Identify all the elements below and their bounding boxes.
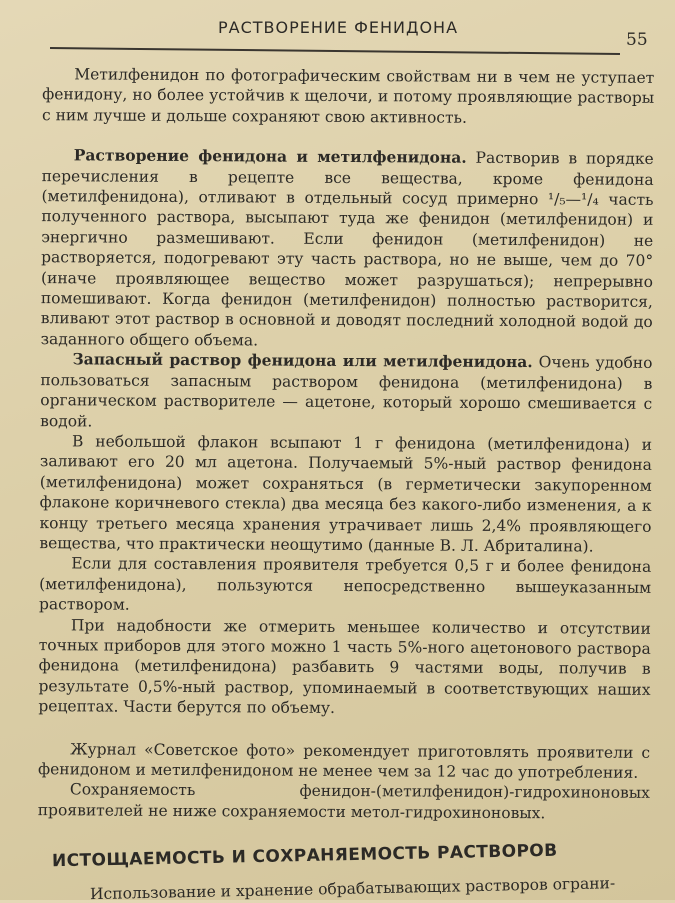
running-title: РАСТВОРЕНИЕ ФЕНИДОНА: [218, 18, 459, 37]
body-text: [38, 64, 655, 824]
paragraph-dilution: При надобности же отмерить меньшее количество и отсутствии точных приборов для этого можно 1 часть 5%-ного ацетонового раствора фенидона (метилфенидона) разбавить 9 частями воды, получив в результате 0,5%-ный раствор, упоминаемый в соответствующих наших рецептах. Части берутся по объему.: [38, 615, 651, 718]
running-header: [0, 18, 675, 48]
paragraph-heading: Запасный раствор фенидона или метилфенидона.: [72, 349, 533, 372]
header-rule: [50, 47, 620, 55]
paragraph-text: Очень удобно пользоваться запасным раствором фенидона (метилфенидона) в органическом растворителе — ацетоне, который хорошо смешивается с водой.: [40, 353, 653, 430]
section-heading: ИСТОЩАЕМОСТЬ И СОХРАНЯЕМОСТЬ РАСТВОРОВ: [51, 840, 558, 872]
paragraph-keeping: Сохраняемость фенидон-(метилфенидон)-гидрохиноновых проявителей не ниже сохраняемости метол-гидрохиноновых.: [37, 780, 650, 823]
paragraph-text: Растворив в порядке перечисления в рецепте все вещества, кроме фенидона (метилфенидона), отливают в отдельный сосуд примерно ¹/₅—¹/₄ часть полученного раствора, высыпают туда же фенидон (метилфенидон) и энергично размешивают. Если фенидон (метилфенидон) не растворяется, подогревают эту часть раствора, но не выше, чем до 70° (иначе проявляющее вещество может разрушаться); непрерывно помешивают. Когда фенидон (метилфенидон) полностью растворится, вливают этот раствор в основной и доводят последний холодной водой до заданного общего объема.: [40, 148, 654, 350]
page-number: 55: [626, 30, 648, 50]
paragraph-direct-use: Если для составления проявителя требуется 0,5 г и более фенидона (метилфенидона), пользуются непосредственно вышеуказанным раствором.: [38, 554, 652, 614]
paragraph-flask: В небольшой флакон всыпают 1 г фенидона (метилфенидона) и заливают его 20 мл ацетона. Получаемый 5%-ный раствор фенидона (метилфенидона) может сохраняться (в герметически закупоренном флаконе коричневого стекла) два месяца без какого-либо изменения, а к концу третьего месяца хранения утрачивает лишь 2,4% проявляющего вещества, что практически неощутимо (данные В. Л. Абриталина).: [39, 432, 653, 556]
section-first-line: Использование и хранение обрабатывающих растворов ограни-: [89, 874, 616, 903]
paragraph-dissolving: [41, 145, 654, 353]
paragraph-heading: Растворение фенидона и метилфенидона.: [73, 145, 467, 167]
paragraph-journal: Журнал «Советское фото» рекомендует приготовлять проявители с фенидоном и метилфенидоном не менее чем за 12 час до употребления.: [37, 739, 651, 782]
paragraph-stock-solution: [40, 349, 652, 434]
paragraph-intro: Метилфенидон по фотографическим свойствам ни в чем не уступает фенидону, но более устойчив к щелочи, и потому проявляющие растворы с ним лучше и дольше сохраняют свою активность.: [41, 65, 655, 127]
